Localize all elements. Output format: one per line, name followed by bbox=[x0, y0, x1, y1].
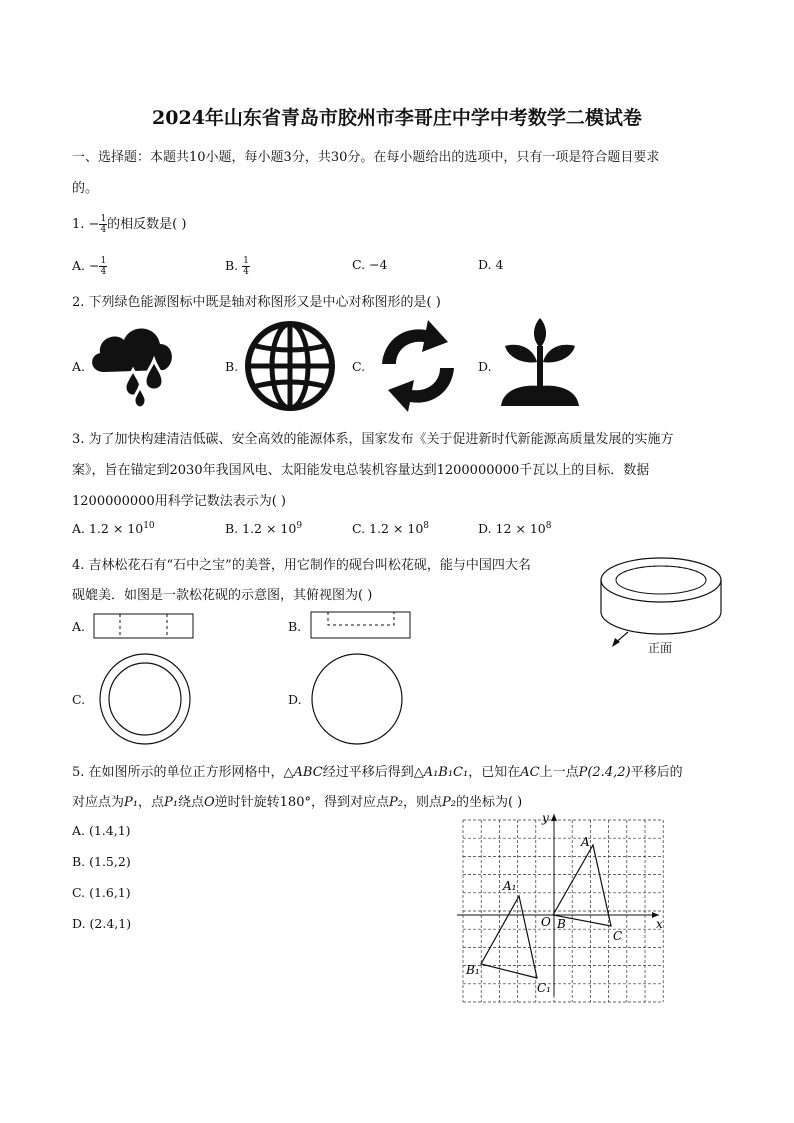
q1-frac-num: 1 bbox=[100, 214, 107, 224]
q3-a-base: A. 1.2 × 10 bbox=[72, 521, 144, 537]
q1-a-label: A. − bbox=[72, 258, 100, 273]
q1-prefix: 1. − bbox=[72, 217, 100, 232]
q3-c-exp: 8 bbox=[423, 521, 430, 531]
globe-icon bbox=[244, 320, 336, 412]
q1-a-den: 4 bbox=[100, 267, 107, 277]
q5-option-a[interactable]: A. (1.4,1) bbox=[72, 823, 131, 838]
q1-option-a[interactable] bbox=[72, 256, 107, 277]
q5-l1-h: P(2.4,2) bbox=[578, 765, 631, 780]
q5-l1-a: 5. 在如图所示的单位正方形网格中，△ bbox=[72, 765, 294, 780]
q3-line3: 1200000000用科学记数法表示为( ) bbox=[72, 494, 286, 509]
q4-option-d[interactable]: D. bbox=[288, 692, 302, 707]
q1-option-c[interactable]: C. −4 bbox=[352, 257, 388, 272]
q3-option-c[interactable] bbox=[352, 521, 429, 536]
origin-label: O bbox=[541, 915, 551, 929]
q5-l2-a: 对应点为 bbox=[72, 795, 125, 810]
x-axis-label: x bbox=[656, 917, 663, 931]
q5-l2-e: 绕点 bbox=[177, 795, 204, 810]
q5-line2 bbox=[72, 791, 522, 810]
q3-line1: 3. 为了加快构建清洁低碳、安全高效的能源体系，国家发布《关于促进新时代新能源高质量发展的实施方 bbox=[72, 432, 674, 447]
q5-l2-k: 的坐标为( ) bbox=[455, 795, 523, 810]
q1-fraction bbox=[99, 214, 107, 235]
q1-b-den: 4 bbox=[243, 267, 249, 277]
point-a1-label: A₁ bbox=[503, 879, 517, 893]
recycle-arrows-icon bbox=[368, 320, 468, 412]
front-label: 正面 bbox=[648, 641, 673, 655]
q5-l1-c: 经过平移后得到△ bbox=[322, 765, 424, 780]
q5-l2-h: P₂ bbox=[388, 795, 403, 810]
q5-l1-e: ，已知在 bbox=[468, 765, 521, 780]
q5-l2-i: ，则点 bbox=[402, 795, 442, 810]
q3-option-a[interactable] bbox=[72, 521, 155, 536]
q1-option-b[interactable] bbox=[225, 256, 250, 277]
q4-option-a-drawing bbox=[93, 613, 195, 639]
q1-b-fraction bbox=[242, 256, 250, 277]
q3-c-base: C. 1.2 × 10 bbox=[352, 521, 424, 537]
triangle-abc bbox=[553, 845, 611, 926]
q1-a-num: 1 bbox=[100, 256, 107, 266]
q4-line1: 4. 吉林松花石有“石中之宝”的美誉，用它制作的砚台叫松花砚，能与中国四大名 bbox=[72, 558, 531, 573]
q3-line2: 案》，旨在锚定到2030年我国风电、太阳能发电总装机容量达到1200000000千瓦以上的目标．数据 bbox=[72, 463, 650, 478]
q5-l1-f: AC bbox=[520, 765, 540, 780]
q5-l1-g: 上一点 bbox=[539, 765, 579, 780]
q4-option-d-drawing bbox=[310, 652, 404, 746]
q2-option-b[interactable]: B. bbox=[225, 359, 239, 374]
q2-option-c[interactable]: C. bbox=[352, 359, 366, 374]
question-2: 2. 下列绿色能源图标中既是轴对称图形又是中心对称图形的是( ) bbox=[72, 295, 441, 310]
q5-option-b[interactable]: B. (1.5,2) bbox=[72, 854, 131, 869]
q1-suffix: 的相反数是( ) bbox=[107, 217, 187, 232]
page-title: 2024年山东省青岛市胶州市李哥庄中学中考数学二模试卷 bbox=[152, 107, 642, 129]
point-c1-label: C₁ bbox=[537, 981, 551, 995]
q3-d-base: D. 12 × 10 bbox=[478, 521, 546, 537]
q3-a-exp: 10 bbox=[143, 521, 155, 531]
q5-l2-j: P₂ bbox=[441, 795, 456, 810]
q3-d-exp: 8 bbox=[545, 521, 552, 531]
q1-frac-den: 4 bbox=[100, 225, 107, 235]
q2-option-d[interactable]: D. bbox=[478, 359, 492, 374]
q4-option-b-drawing bbox=[310, 611, 412, 639]
q1-b-label: B. bbox=[225, 258, 243, 273]
q5-option-d[interactable]: D. (2.4,1) bbox=[72, 916, 132, 931]
q3-option-d[interactable] bbox=[478, 521, 552, 536]
cloud-rain-icon bbox=[86, 320, 176, 412]
q5-line1 bbox=[72, 761, 683, 780]
y-axis-arrow bbox=[551, 814, 557, 821]
point-b-label: B bbox=[557, 917, 566, 931]
q5-option-c[interactable]: C. (1.6,1) bbox=[72, 885, 131, 900]
q5-l2-g: 逆时针旋转180°，得到对应点 bbox=[214, 795, 389, 810]
section-heading-line2: 的。 bbox=[72, 181, 99, 196]
q1-b-num: 1 bbox=[243, 256, 249, 266]
point-a-label: A bbox=[581, 835, 590, 849]
coordinate-grid bbox=[455, 812, 665, 998]
q5-l2-b: P₁ bbox=[124, 795, 138, 810]
q4-option-b[interactable]: B. bbox=[288, 619, 302, 634]
q5-l1-b: ABC bbox=[293, 765, 323, 780]
section-heading-line1: 一、选择题：本题共10小题，每小题3分，共30分。在每小题给出的选项中，只有一项是符合题目要求 bbox=[72, 150, 660, 165]
q1-option-d[interactable]: D. 4 bbox=[478, 257, 504, 272]
q5-l2-d: P₁ bbox=[164, 795, 178, 810]
q5-l1-i: 平移后的 bbox=[630, 765, 683, 780]
question-1 bbox=[72, 213, 186, 235]
q4-option-c[interactable]: C. bbox=[72, 692, 86, 707]
point-b1-label: B₁ bbox=[466, 963, 480, 977]
q3-b-exp: 9 bbox=[296, 521, 303, 531]
y-axis-label: y bbox=[542, 811, 549, 825]
q4-line2: 砚媲美．如图是一款松花砚的示意图，其俯视图为( ) bbox=[72, 588, 373, 603]
q1-a-fraction bbox=[99, 256, 107, 277]
q4-option-c-drawing bbox=[94, 652, 196, 746]
q5-l1-d: A₁B₁C₁ bbox=[423, 765, 469, 780]
q3-b-base: B. 1.2 × 10 bbox=[225, 521, 297, 537]
q2-option-a[interactable]: A. bbox=[72, 359, 86, 374]
q3-option-b[interactable] bbox=[225, 521, 302, 536]
q5-l2-c: ，点 bbox=[137, 795, 164, 810]
q4-option-a[interactable]: A. bbox=[72, 619, 86, 634]
q5-l2-f: O bbox=[203, 795, 215, 810]
plant-sprout-icon bbox=[497, 316, 583, 412]
point-c-label: C bbox=[613, 929, 623, 943]
grid-lines bbox=[463, 820, 663, 1002]
